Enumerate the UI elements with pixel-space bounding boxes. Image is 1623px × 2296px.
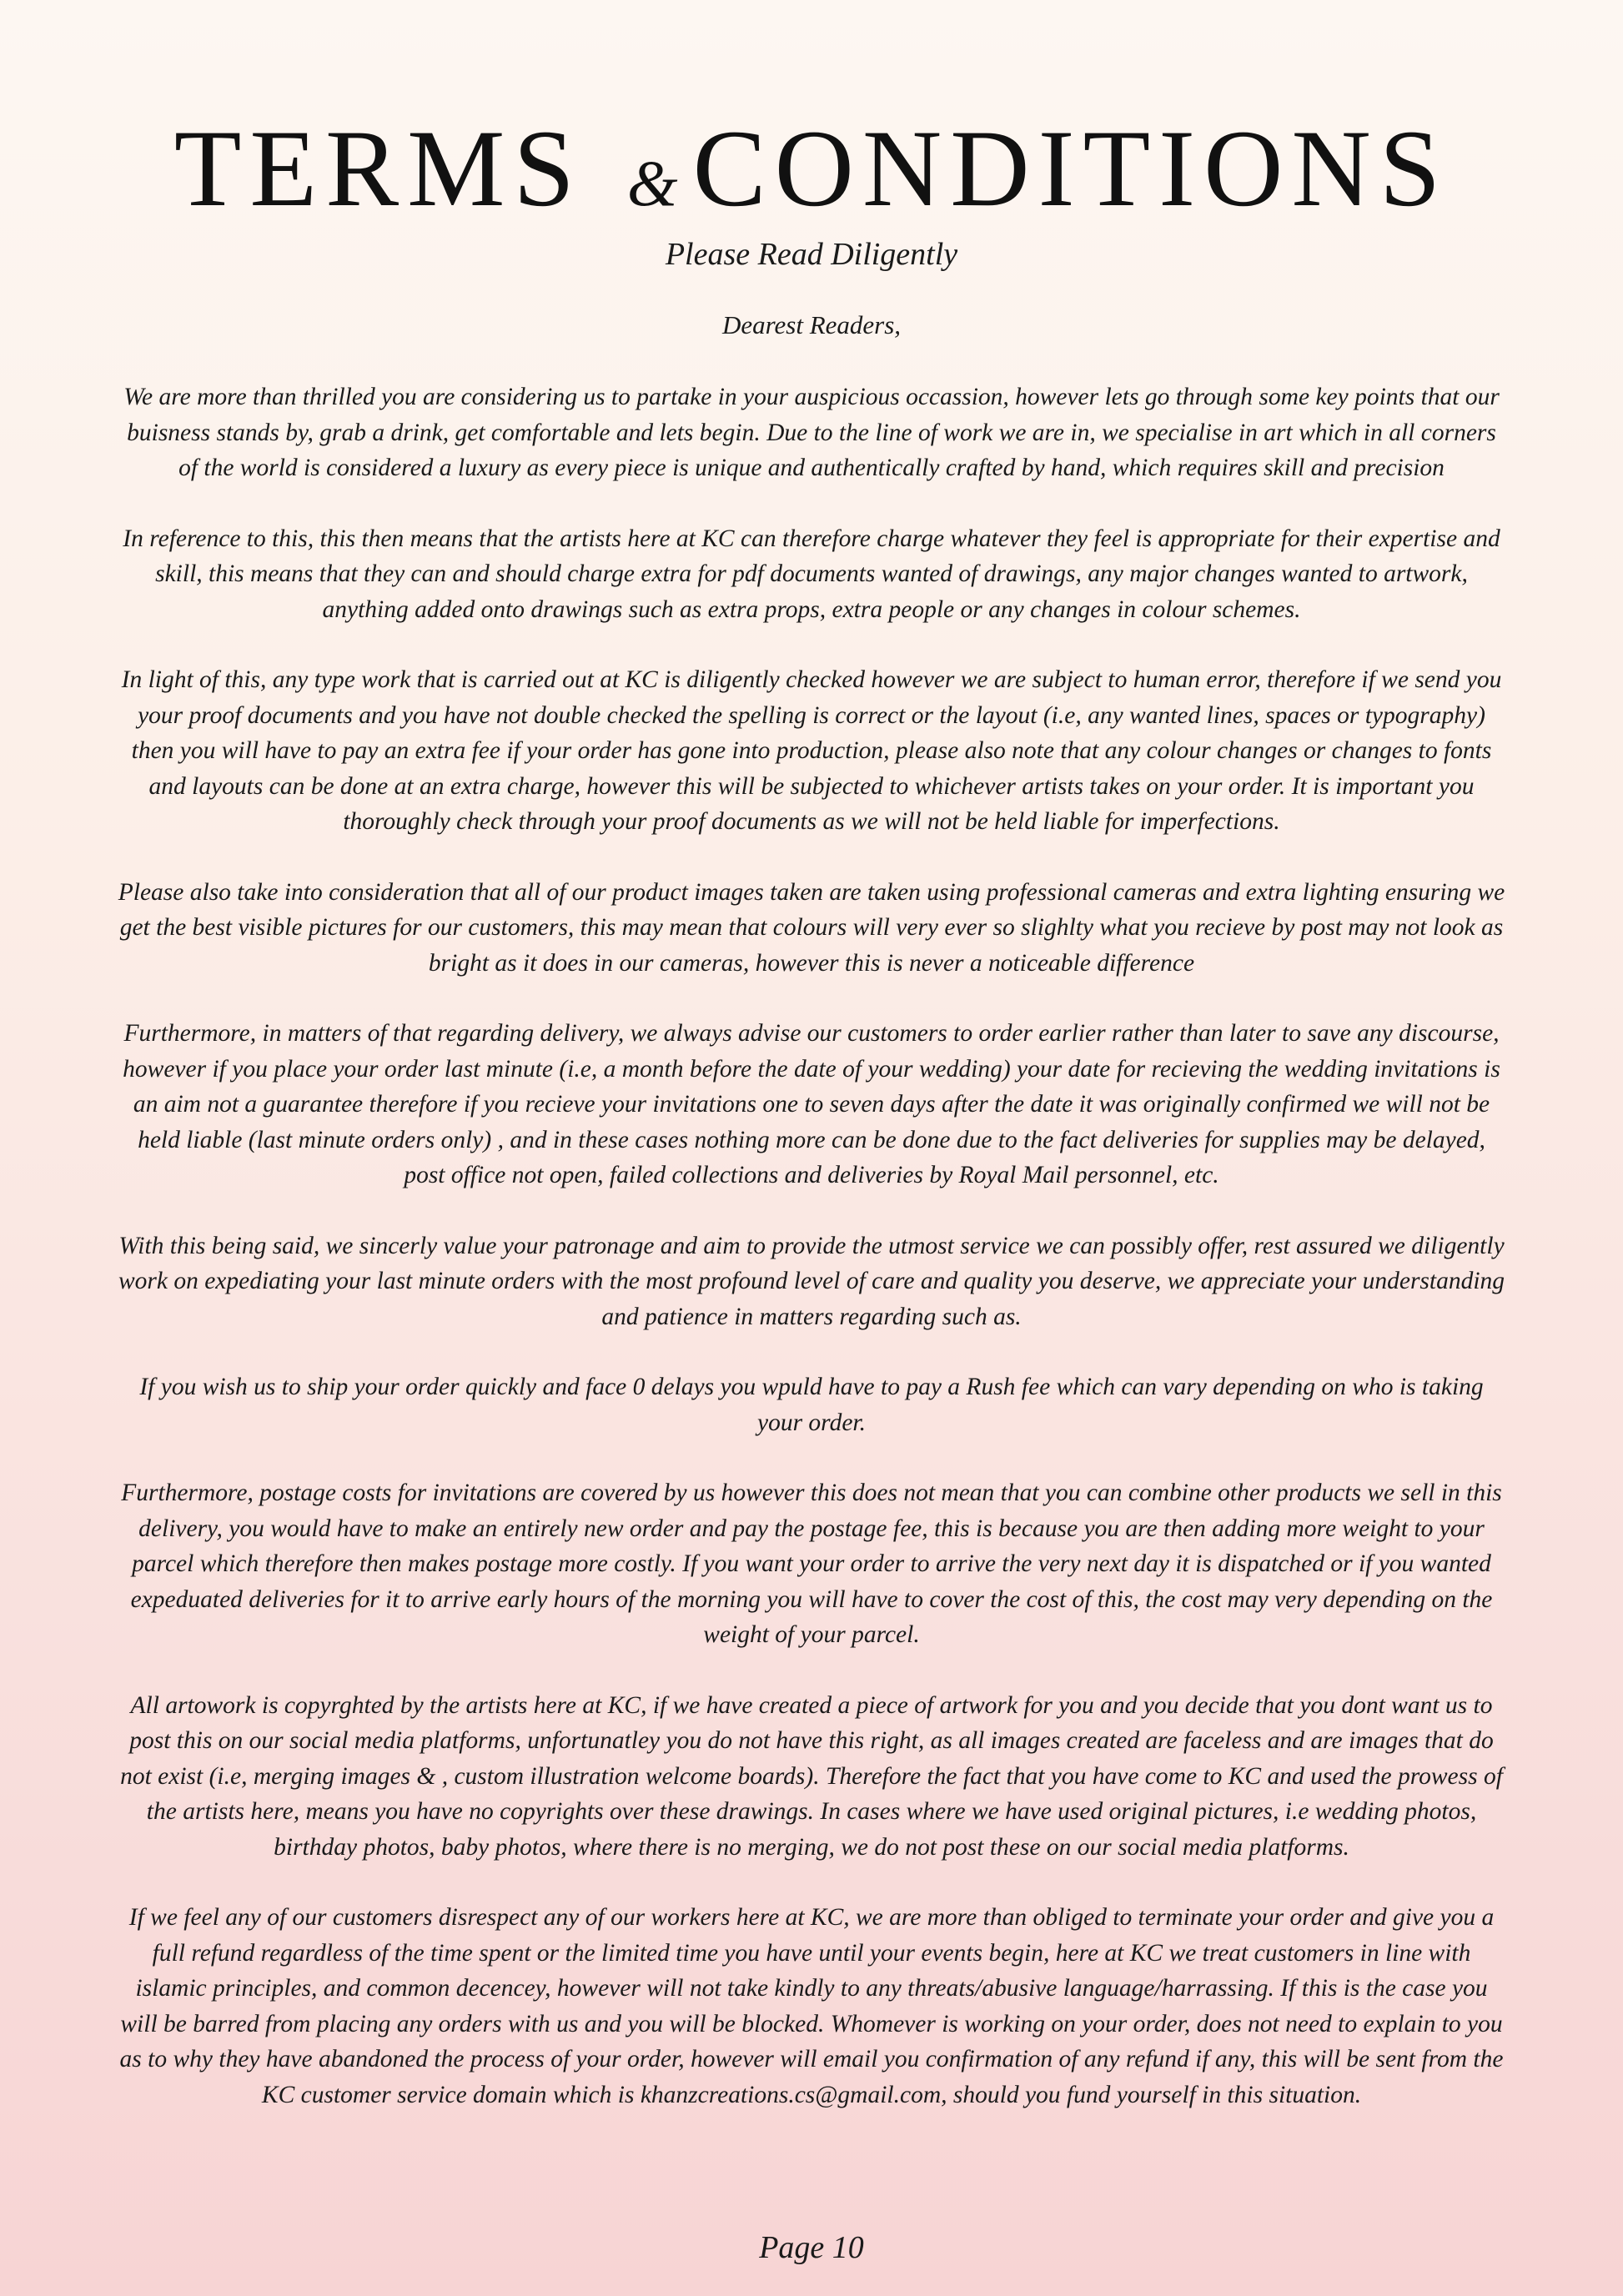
paragraph-patronage: With this being said, we sincerly value your patronage and aim to provide the utmost service we can possibly offer, rest assured we diligently work on expediating your last minute orders with the most profound level of care and quality you deserve, we appreciate your understanding and patience in matters regarding such as. — [118, 1232, 1505, 1330]
paragraph-pricing: In reference to this, this then means that the artists here at KC can therefore charge whatever they feel is appropriate for their expertise and skill, this means that they can and should charge extra for pdf documents wanted of drawings, any major changes wanted to artwork, anything added onto drawings such as extra props, extra people or any changes in colour schemes. — [123, 525, 1500, 623]
terms-body — [117, 379, 1506, 2148]
paragraph-product-images: Please also take into consideration that all of our product images taken are taken using professional cameras and extra lighting ensuring we get the best visible pictures for our customers, this may mean that colours will very ever so slighlty what you recieve by post may not look as bright as it does in our cameras, however this is never a noticeable difference — [118, 878, 1505, 977]
page-title — [117, 107, 1506, 242]
page-number: Page 10 — [759, 2230, 864, 2265]
paragraph-conduct: If we feel any of our customers disrespect any of our workers here at KC, we are more than obliged to terminate your order and give you a full refund regardless of the time spent or the limited time you have until your events begin, here at KC we treat customers in line with islamic principles, and common decencey, however will not take kindly to any threats/abusive language/harrassing. If this is the case you will be barred from placing any orders with us and you will be blocked. Whomever is working on your order, does not need to explain to you as to why they have abandoned the process of your order, however will email you confirmation of any refund if any, this will be sent from the KC customer service domain which is khanzcreations.cs@gmail.com, should you fund yourself in this situation. — [119, 1904, 1504, 2108]
page-subtitle: Please Read Diligently — [665, 237, 958, 272]
greeting: Dearest Readers, — [721, 310, 902, 339]
paragraph-postage: Furthermore, postage costs for invitations are covered by us however this does not mean that you can combine other products we sell in this delivery, you would have to make an entirely new order and pay the postage fee, this is because you are then adding more weight to your parcel which therefore then makes postage more costly. If you want your order to arrive the very next day it is dispatched or if you wanted expeduated deliveries for it to arrive early hours of the morning you will have to cover the cost of this, the cost may very depending on the weight of your parcel. — [121, 1480, 1502, 1648]
paragraph-rush-fee: If you wish us to ship your order quickly and face 0 delays you wpuld have to pay a Rush fee which can vary depending on who is taking your order. — [139, 1374, 1484, 1436]
paragraph-intro: We are more than thrilled you are considering us to partake in your auspicious occassion, however lets go through some key points that our buisness stands by, grab a drink, get comfortable and lets begin. Due to the line of work we are in, we specialise in art which in all corners of the world is considered a luxury as every piece is unique and authentically crafted by hand, which requires skill and precision — [123, 384, 1500, 481]
title-ampersand: & — [626, 147, 678, 219]
paragraph-copyright: All artowork is copyrghted by the artists here at KC, if we have created a piece of artwork for you and you decide that you dont want us to post this on our social media platforms, unfortunatley you do not have this right, as all images created are faceless and are images that do not exist (i.e, merging images & , custom illustration welcome boards). Therefore the fact that you have come to KC and used the prowess of the artists here, means you have no copyrights over these drawings. In cases where we have used original pictures, i.e wedding photos, birthday photos, baby photos, where there is no merging, we do not post these on our social media platforms. — [120, 1691, 1503, 1861]
paragraph-proofs: In light of this, any type work that is carried out at KC is diligently checked however we are subject to human error, therefore if we send you your proof documents and you have not double checked the spelling is correct or the layout (i.e, any wanted lines, spaces or typography) then you will have to pay an extra fee if your order has gone into production, please also note that any colour changes or changes to fonts and layouts can be done at an extra charge, however this will be subjected to whichever artists takes on your order. It is important you thoroughly check through your proof documents as we will not be held liable for imperfections. — [121, 666, 1502, 835]
title-terms: TERMS — [173, 107, 583, 229]
paragraph-delivery: Furthermore, in matters of that regarding delivery, we always advise our customers to order earlier rather than later to save any discourse, however if you place your order last minute (i.e, a month before the date of your wedding) your date for recieving the wedding invitations is an aim not a guarantee therefore if you recieve your invitations one to seven days after the date it was originally confirmed we will not be held liable (last minute orders only) , and in these cases nothing more can be done due to the fact deliveries for supplies may be delayed, post office not open, failed collections and deliveries by Royal Mail personnel, etc. — [123, 1020, 1500, 1188]
document-page — [117, 0, 1506, 2296]
title-conditions: CONDITIONS — [692, 107, 1450, 229]
